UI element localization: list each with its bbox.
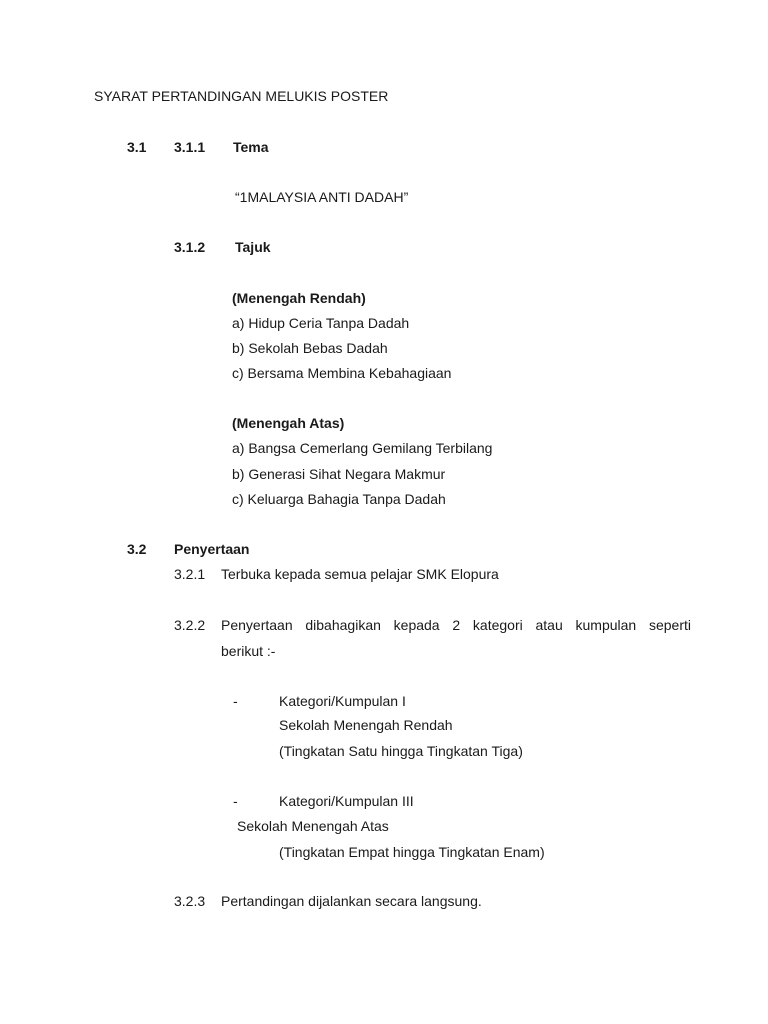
section-3-2-3-text: Pertandingan dijalankan secara langsung. [221, 893, 482, 909]
list-item: b) Generasi Sihat Negara Makmur [232, 466, 446, 482]
list-item: b) Sekolah Bebas Dadah [232, 340, 388, 356]
list-item: c) Bersama Membina Kebahagiaan [232, 365, 452, 381]
section-3-2-1-text: Terbuka kepada semua pelajar SMK Elopura [221, 566, 499, 582]
category-2-range: (Tingkatan Empat hingga Tingkatan Enam) [279, 844, 545, 860]
section-3-2-2-text-continued: berikut :- [221, 643, 276, 659]
document-title: SYARAT PERTANDINGAN MELUKIS POSTER [94, 88, 389, 104]
list-item: c) Keluarga Bahagia Tanpa Dadah [232, 491, 446, 507]
menengah-atas-heading: (Menengah Atas) [232, 415, 345, 431]
list-item: a) Hidup Ceria Tanpa Dadah [232, 315, 410, 331]
bullet-dash: - [233, 793, 238, 809]
section-3-2-2-text: Penyertaan dibahagikan kepada 2 kategori atau kumpulan seperti [221, 617, 691, 633]
section-3-2-number: 3.2 [127, 541, 147, 557]
section-3-1-2-title: Tajuk [235, 239, 271, 255]
category-2-school: Sekolah Menengah Atas [237, 818, 389, 834]
section-3-2-1-number: 3.2.1 [174, 566, 206, 582]
list-item: a) Bangsa Cemerlang Gemilang Terbilang [232, 440, 493, 456]
category-2-name: Kategori/Kumpulan III [279, 793, 414, 809]
category-1-school: Sekolah Menengah Rendah [279, 717, 453, 733]
category-1-name: Kategori/Kumpulan I [279, 693, 406, 709]
section-3-2-2-number: 3.2.2 [174, 617, 206, 633]
tema-text: “1MALAYSIA ANTI DADAH” [235, 189, 409, 205]
category-1-range: (Tingkatan Satu hingga Tingkatan Tiga) [279, 743, 523, 759]
menengah-rendah-heading: (Menengah Rendah) [232, 290, 366, 306]
bullet-dash: - [233, 693, 238, 709]
section-3-2-title: Penyertaan [174, 541, 250, 557]
section-3-1-2-number: 3.1.2 [174, 239, 206, 255]
section-3-1-number: 3.1 [127, 139, 147, 155]
section-3-2-3-number: 3.2.3 [174, 893, 206, 909]
section-3-1-1-title: Tema [233, 139, 269, 155]
section-3-1-1-number: 3.1.1 [174, 139, 206, 155]
